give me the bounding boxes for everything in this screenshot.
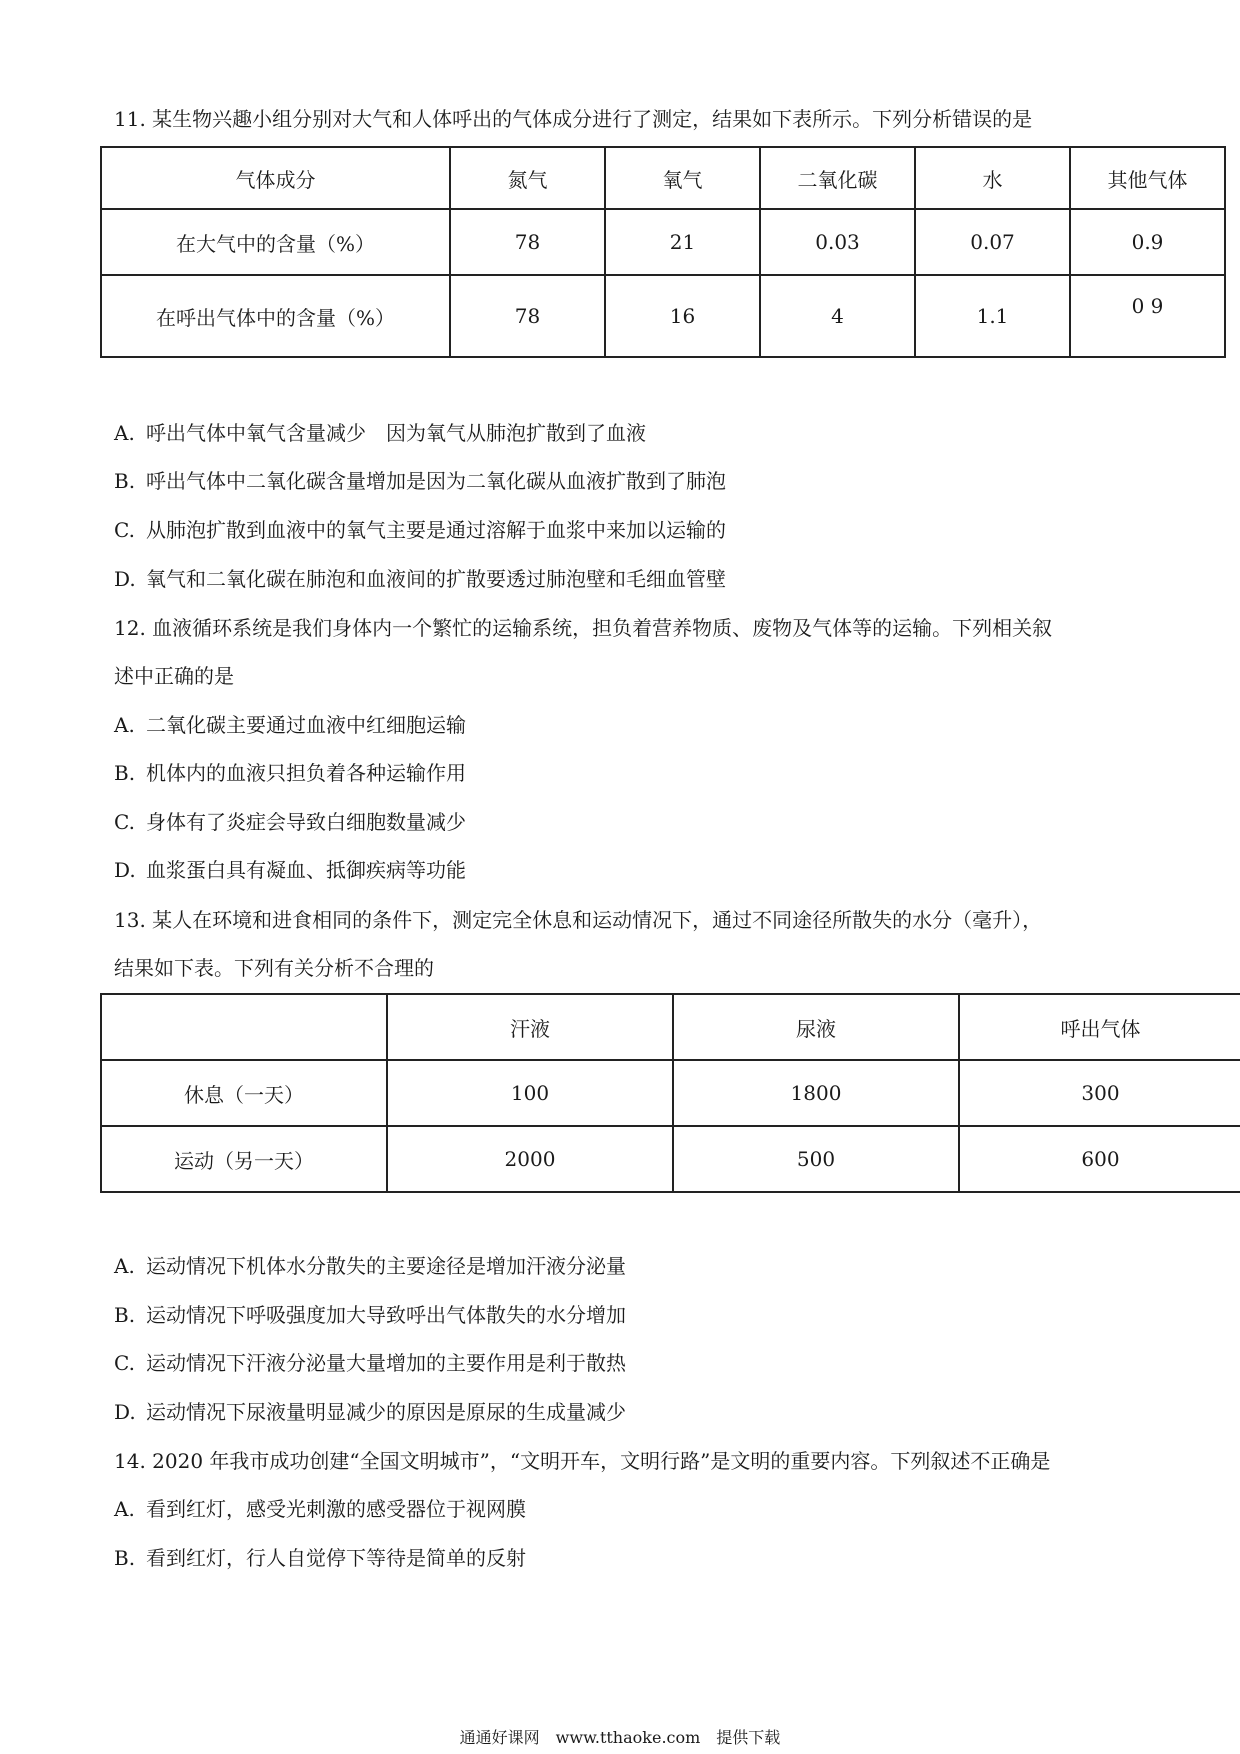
q11-table-header-row [101,147,1225,209]
q12-stem-line2: 述中正确的是 [114,664,234,688]
q13-option-b[interactable] [114,1301,626,1329]
option-text: 运动情况下呼吸强度加大导致呼出气体散失的水分增加 [146,1303,626,1327]
q14-stem: 14. 2020 年我市成功创建“全国文明城市”，“文明开车，文明行路”是文明的重要内容。下列叙述不正确是 [114,1449,1051,1473]
table-cell: 600 [959,1126,1240,1192]
option-letter: C. [114,1351,135,1375]
row-label-cell: 在呼出气体中的含量（%） [101,275,450,357]
q11-header-cell: 氧气 [605,147,760,209]
q13-stem-line2: 结果如下表。下列有关分析不合理的 [114,956,434,980]
option-text: 运动情况下机体水分散失的主要途径是增加汗液分泌量 [146,1254,626,1278]
table-row [101,275,1225,357]
q11-option-a[interactable] [114,419,646,447]
q12-option-c[interactable] [114,808,466,836]
q12-stem-line1: 12. 血液循环系统是我们身体内一个繁忙的运输系统，担负着营养物质、废物及气体等的运输。下列相关叙 [114,616,1053,640]
table-cell: 78 [450,209,605,275]
table-row [101,1060,1240,1126]
q13-option-c[interactable] [114,1349,626,1377]
q13-header-cell: 汗液 [387,994,673,1060]
table-cell: 78 [450,275,605,357]
table-cell: 2000 [387,1126,673,1192]
q11-header-cell: 其他气体 [1070,147,1225,209]
option-letter: D. [114,1400,136,1424]
q11-header-cell: 二氧化碳 [760,147,915,209]
row-label-cell: 在大气中的含量（%） [101,209,450,275]
option-letter: C. [114,518,135,542]
table-row [101,1126,1240,1192]
option-letter: B. [114,761,136,785]
q14-option-b[interactable] [114,1544,526,1572]
q13-header-cell: 呼出气体 [959,994,1240,1060]
option-text: 看到红灯，感受光刺激的感受器位于视网膜 [146,1497,526,1521]
row-label-cell: 休息（一天） [101,1060,387,1126]
q11-header-cell: 氮气 [450,147,605,209]
table-cell: 100 [387,1060,673,1126]
option-letter: C. [114,810,135,834]
q12-option-b[interactable] [114,759,466,787]
option-text: 从肺泡扩散到血液中的氧气主要是通过溶解于血浆中来加以运输的 [146,518,726,542]
option-letter: A. [114,1497,135,1521]
q12-option-a[interactable] [114,711,466,739]
option-text: 二氧化碳主要通过血液中红细胞运输 [146,713,466,737]
table-cell: 500 [673,1126,959,1192]
table-cell: 1.1 [915,275,1070,357]
option-text: 身体有了炎症会导致白细胞数量减少 [146,810,466,834]
row-label-cell: 运动（另一天） [101,1126,387,1192]
option-text: 运动情况下尿液量明显减少的原因是原尿的生成量减少 [146,1400,626,1424]
q11-option-c[interactable] [114,516,726,544]
table-cell: 0.9 [1070,209,1225,275]
q13-stem-line1: 13. 某人在环境和进食相同的条件下，测定完全休息和运动情况下，通过不同途径所散失的水分（毫升）， [114,908,1043,932]
table-cell: 4 [760,275,915,357]
table-cell: 300 [959,1060,1240,1126]
table-cell: 0 9 [1070,275,1225,357]
q13-water-table [100,993,1240,1193]
option-text: 呼出气体中二氧化碳含量增加是因为二氧化碳从血液扩散到了肺泡 [146,469,726,493]
q11-option-d[interactable] [114,565,726,593]
q13-header-cell [101,994,387,1060]
page-footer: 通通好课网 www.tthaoke.com 提供下载 [459,1728,781,1747]
q11-stem: 11. 某生物兴趣小组分别对大气和人体呼出的气体成分进行了测定，结果如下表所示。下列分析错误的是 [114,107,1033,131]
option-letter: A. [114,1254,135,1278]
option-letter: A. [114,713,135,737]
option-letter: D. [114,858,136,882]
option-text: 运动情况下汗液分泌量大量增加的主要作用是利于散热 [146,1351,626,1375]
option-letter: B. [114,1546,136,1570]
q11-header-cell: 水 [915,147,1070,209]
q14-option-a[interactable] [114,1495,526,1523]
option-text: 血浆蛋白具有凝血、抵御疾病等功能 [146,858,466,882]
table-cell: 1800 [673,1060,959,1126]
table-cell: 0.07 [915,209,1070,275]
option-letter: A. [114,421,135,445]
option-text: 看到红灯，行人自觉停下等待是简单的反射 [146,1546,526,1570]
table-cell: 21 [605,209,760,275]
table-cell: 16 [605,275,760,357]
q13-header-cell: 尿液 [673,994,959,1060]
q11-gas-table [100,146,1226,358]
option-letter: B. [114,469,136,493]
q13-option-a[interactable] [114,1252,626,1280]
option-text: 呼出气体中氧气含量减少 因为氧气从肺泡扩散到了血液 [146,421,646,445]
q13-option-d[interactable] [114,1398,626,1426]
q11-option-b[interactable] [114,467,726,495]
q12-option-d[interactable] [114,856,466,884]
option-text: 机体内的血液只担负着各种运输作用 [146,761,466,785]
table-row [101,209,1225,275]
option-letter: B. [114,1303,136,1327]
option-letter: D. [114,567,136,591]
q11-header-cell: 气体成分 [101,147,450,209]
option-text: 氧气和二氧化碳在肺泡和血液间的扩散要透过肺泡壁和毛细血管壁 [146,567,726,591]
q13-table-header-row [101,994,1240,1060]
table-cell: 0.03 [760,209,915,275]
